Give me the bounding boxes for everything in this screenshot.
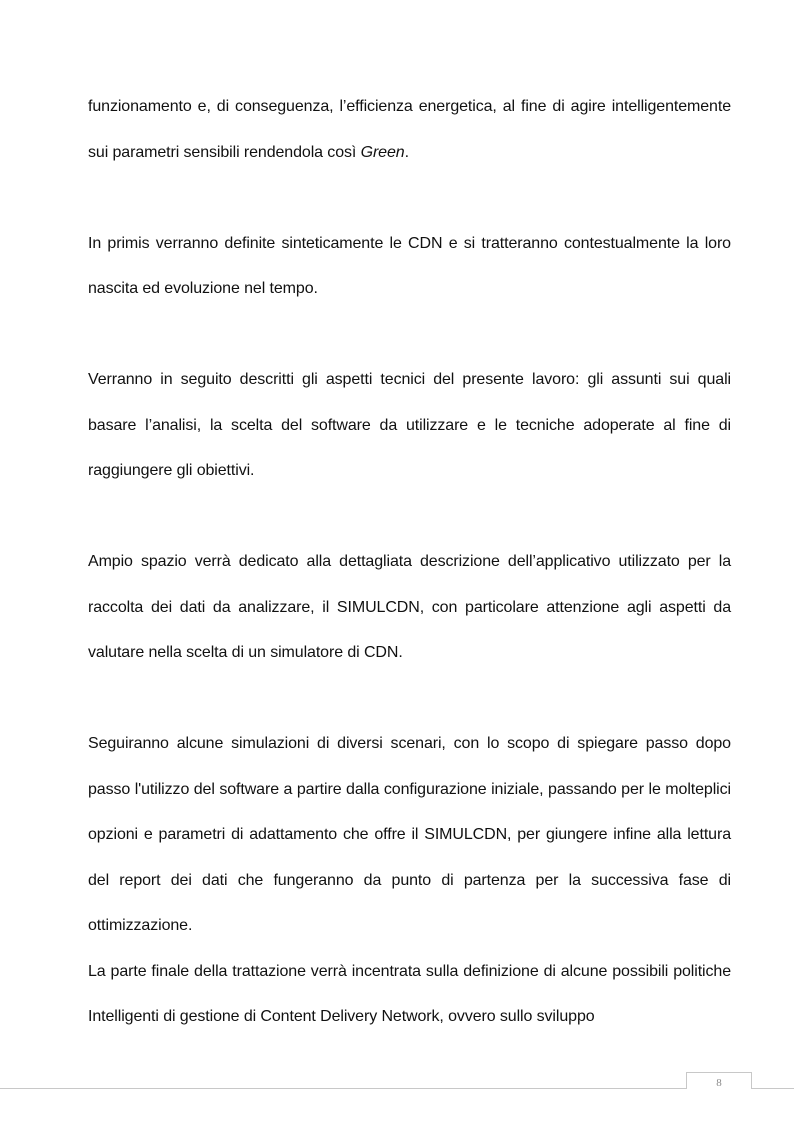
body-text [88,84,731,1040]
paragraph-5: Seguiranno alcune simulazioni di diversi scenari, con lo scopo di spiegare passo dopo passo l'utilizzo del software a partire dalla configurazione iniziale, passando per le molteplici opzioni e parametri di adattamento che offre il SIMULCDN, per giungere infine alla lettura del report dei dati che fungeranno da punto di partenza per la successiva fase di ottimizzazione. [88,735,731,934]
paragraph-6: La parte finale della trattazione verrà incentrata sulla definizione di alcune possibili politiche Intelligenti di gestione di Content Delivery Network, ovvero sullo sviluppo [88,962,731,1025]
paragraph-1 [88,84,731,175]
paragraph-3: Verranno in seguito descritti gli aspetti tecnici del presente lavoro: gli assunti sui quali basare l’analisi, la scelta del software da utilizzare e le tecniche adoperate al fine di raggiungere gli obiettivi. [88,371,731,479]
paragraph-spacer [88,676,731,722]
paragraph-2: In primis verranno definite sinteticamente le CDN e si tratteranno contestualmente la loro nascita ed evoluzione nel tempo. [88,234,731,297]
paragraph-1-end: . [404,143,409,161]
paragraph-spacer [88,494,731,540]
page-number-box [686,1072,752,1089]
paragraph-spacer [88,312,731,358]
paragraph-4: Ampio spazio verrà dedicato alla dettagliata descrizione dell’applicativo utilizzato per la raccolta dei dati da analizzare, il SIMULCDN, con particolare attenzione agli aspetti da valutare nella scelta di un simulatore di CDN. [88,553,731,661]
page-number: 8 [716,1077,722,1089]
paragraph-1-italic-term: Green [360,143,405,161]
paragraph-1-text: funzionamento e, di conseguenza, l’efficienza energetica, al fine di agire intelligentemente sui parametri sensibili rendendola così [88,98,731,161]
paragraph-spacer [88,175,731,221]
footer-divider [0,1088,794,1089]
